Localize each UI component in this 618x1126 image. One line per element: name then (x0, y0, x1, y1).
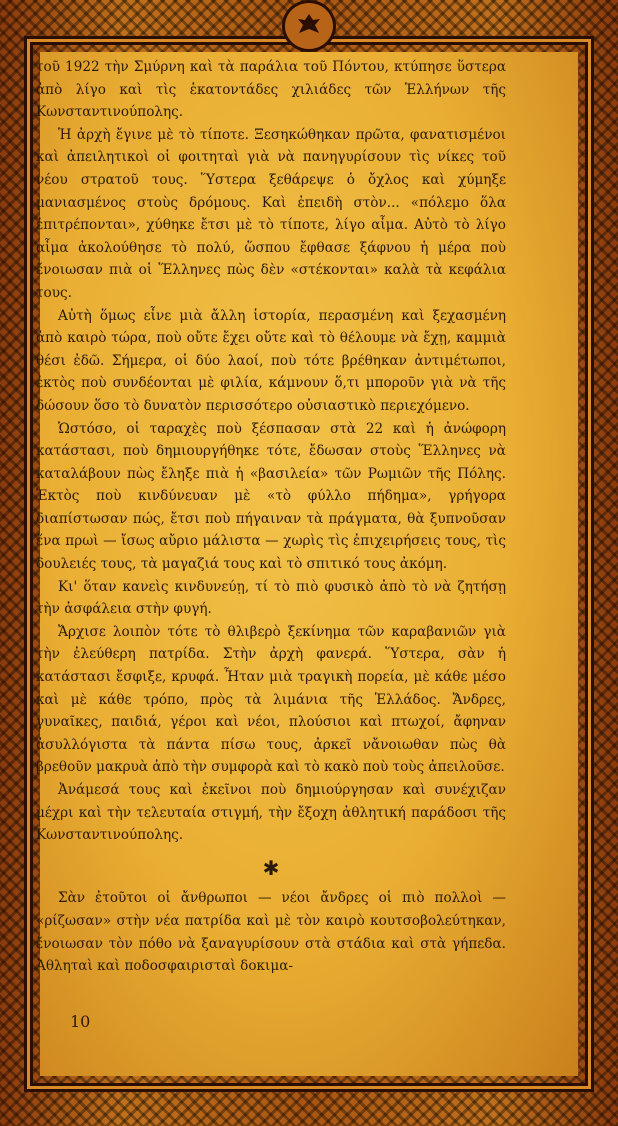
paragraph: τοῦ 1922 τὴν Σμύρνη καὶ τὰ παράλια τοῦ Πόντου, κτύπησε ὕστερα ἀπὸ λίγο καὶ τὶς ἑκατοντάδες χιλιάδες τῶν Ἑλλήνων τῆς Κωνσταντινούπολης. (36, 59, 506, 121)
paragraph: Ἄρχισε λοιπὸν τότε τὸ θλιβερὸ ξεκίνημα τῶν καραβανιῶν γιὰ τὴν ἐλεύθερη πατρίδα. Στὴν ἀρχὴ φανερά. Ὕστερα, σὰν ἡ κατάστασι ἔσφιξε, κρυφά. Ἦταν μιὰ τραγικὴ πορεία, μὲ κάθε μέσο καὶ μὲ κάθε τρόπο, πρὸς τὰ λιμάνια τῆς Ἑλλάδος. Ἄνδρες, γυναῖκες, παιδιά, γέροι καὶ νέοι, πλούσιοι καὶ πτωχοί, ἄφηναν ἀσυλλόγιστα τὰ πάντα πίσω τους, ἀρκεῖ νἄνοιωθαν πὼς θὰ βρεθοῦν μακρυὰ ἀπὸ τὴν συμφορὰ καὶ τὸ κακὸ ποὺ τοὺς ἀπειλοῦσε. (36, 623, 506, 776)
paragraph: Ἀνάμεσά τους καὶ ἐκεῖνοι ποὺ δημιούργησαν καὶ συνέχιζαν μέχρι καὶ τὴν τελευταία στιγμή, τὴν ἔξοχη ἀθλητική παράδοσι τῆς Κωνσταντινούπολης. (36, 782, 506, 844)
page-number: 10 (70, 1012, 91, 1031)
page-body-text (36, 56, 506, 978)
paragraph: Σὰν ἐτοῦτοι οἱ ἄνθρωποι — νέοι ἄνδρες οἱ πιὸ πολλοὶ — «ρίζωσαν» στὴν νέα πατρίδα καὶ μὲ τὸν καιρὸ κουτσοβολεύτηκαν, ἔνοιωσαν τὸν πόθο νὰ ξαναγυρίσουν στὰ στάδια καὶ στὰ γήπεδα. Ἀθληταὶ καὶ ποδοσφαιρισταὶ δοκιμα- (36, 890, 506, 975)
section-ornament: ✱ (262, 855, 280, 880)
paragraph: Ὡστόσο, οἱ ταραχὲς ποὺ ξέσπασαν στὰ 22 καὶ ἡ ἀνώφορη κατάστασι, ποὺ δημιουργήθηκε τότε, ἔδωσαν στοὺς Ἕλληνες νὰ καταλάβουν πὼς ἔληξε πιὰ ἡ «βασιλεία» τῶν Ρωμιῶν τῆς Πόλης. Ἐκτὸς ποὺ κινδύνευαν μὲ «τὸ φύλλο πήδημα», γρήγορα διαπίστωσαν πώς, ἔτσι ποὺ πήγαιναν τὰ πράγματα, θὰ ξυπνοῦσαν ἕνα πρωὶ — ἴσως αὔριο μάλιστα — χωρὶς τὶς ἐπιχειρήσεις τους, τὶς δουλειές τους, τὰ μαγαζιά τους καὶ τὸ σπιτικό τους ἀκόμη. (36, 420, 506, 573)
paragraph: Αὐτὴ ὅμως εἶνε μιὰ ἄλλη ἱστορία, περασμένη καὶ ξεχασμένη ἀπὸ καιρὸ τώρα, ποὺ οὔτε ἔχει οὔτε καὶ τὸ θέλουμε νὰ ἔχῃ, καμμιὰ θέσι ἐδῶ. Σήμερα, οἱ δύο λαοί, ποὺ τότε βρέθηκαν ἀντιμέτωποι, ἐκτὸς ποὺ συνδέονται μὲ φιλία, κάμνουν ὅ,τι μποροῦν γιὰ νὰ τῆς δώσουν ὅσο τὸ δυνατὸν περισσότερο οὐσιαστικὸ περιεχόμενο. (36, 307, 506, 414)
crest-emblem-icon (282, 0, 336, 52)
paragraph: Ἡ ἀρχὴ ἔγινε μὲ τὸ τίποτε. Ξεσηκώθηκαν πρῶτα, φανατισμένοι καὶ ἀπειλητικοὶ οἱ φοιτηταὶ γιὰ νὰ πανηγυρίσουν τὶς νίκες τοῦ νέου στρατοῦ τους. Ὕστερα ξεθάρεψε ὁ ὄχλος καὶ χύμηξε μανιασμένος στοὺς δρόμους. Καὶ ἐπειδὴ στὸν... «πόλεμο ὅλα ἐπιτρέπονται», χύθηκε ἔτσι μὲ τὸ τίποτε, λίγο αἷμα. Αὐτὸ τὸ λίγο αἷμα ἀκολούθησε τὸ πολύ, ὥσπου ἔφθασε ξάφνου ἡ μέρα ποὺ ἔνοιωσαν πιὰ οἱ Ἕλληνες πὼς δὲν «στέκονται» καλὰ τὰ κεφάλια τους. (36, 126, 506, 301)
paragraph: Κι' ὅταν κανεὶς κινδυνεύῃ, τί τὸ πιὸ φυσικὸ ἀπὸ τὸ νὰ ζητήσῃ τὴν ἀσφάλεια στὴν φυγή. (36, 578, 506, 618)
